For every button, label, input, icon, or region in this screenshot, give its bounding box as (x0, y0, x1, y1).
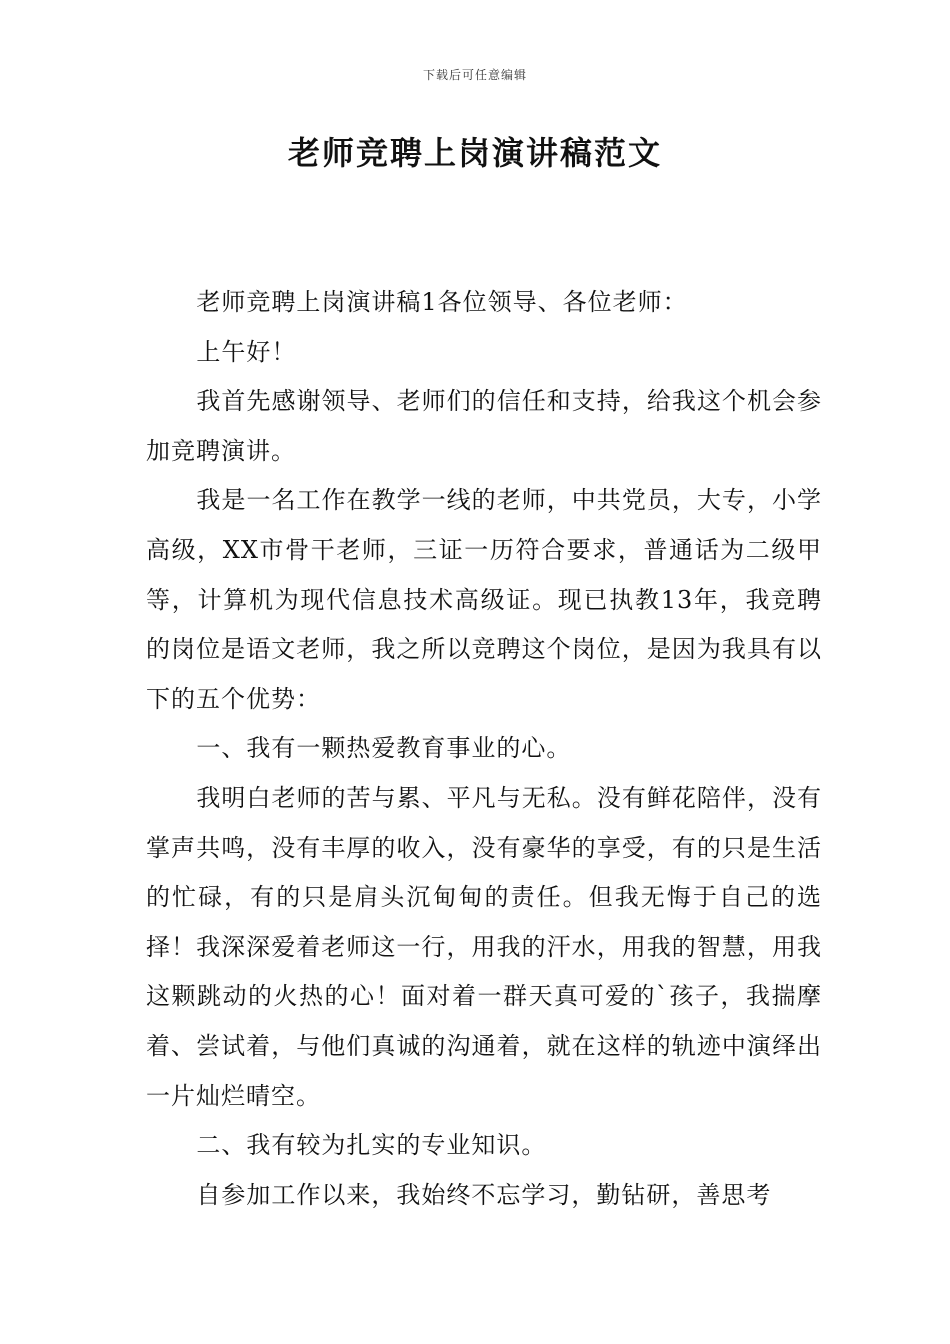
paragraph: 一、我有一颗热爱教育事业的心。 (196, 734, 572, 763)
paragraph: 老师竞聘上岗演讲稿1各位领导、各位老师： (196, 288, 688, 316)
paragraph: 我是一名工作在教学一线的老师，中共党员，大专，小学高级，XX市骨干老师，三证一历符合要求，普通话为二级甲等，计算机为现代信息技术高级证。现已执教13年，我竞聘的岗位是语文老师，我之所以竞聘这个岗位，是因为我具有以下的五个优势： (146, 486, 822, 713)
paragraph: 二、我有较为扎实的专业知识。 (196, 1131, 547, 1160)
paragraph: 自参加工作以来，我始终不忘学习，勤钻研，善思考 (196, 1180, 772, 1209)
paragraph: 我首先感谢领导、老师们的信任和支持，给我这个机会参加竞聘演讲。 (146, 387, 822, 465)
paragraph: 上午好！ (196, 337, 297, 366)
header-note: 下载后可任意编辑 (422, 68, 527, 82)
paragraph: 我明白老师的苦与累、平凡与无私。没有鲜花陪伴，没有掌声共鸣，没有丰厚的收入，没有豪华的享受，有的只是生活的忙碌，有的只是肩头沉甸甸的责任。但我无悔于自己的选择！我深深爱着老师这一行，用我的汗水，用我的智慧，用我这颗跳动的火热的心！面对着一群天真可爱的`孩子，我揣摩着、尝试着，与他们真诚的沟通着，就在这样的轨迹中演绎出一片灿烂晴空。 (146, 783, 822, 1110)
document-body (146, 278, 822, 1220)
document-title: 老师竞聘上岗演讲稿范文 (287, 134, 662, 172)
